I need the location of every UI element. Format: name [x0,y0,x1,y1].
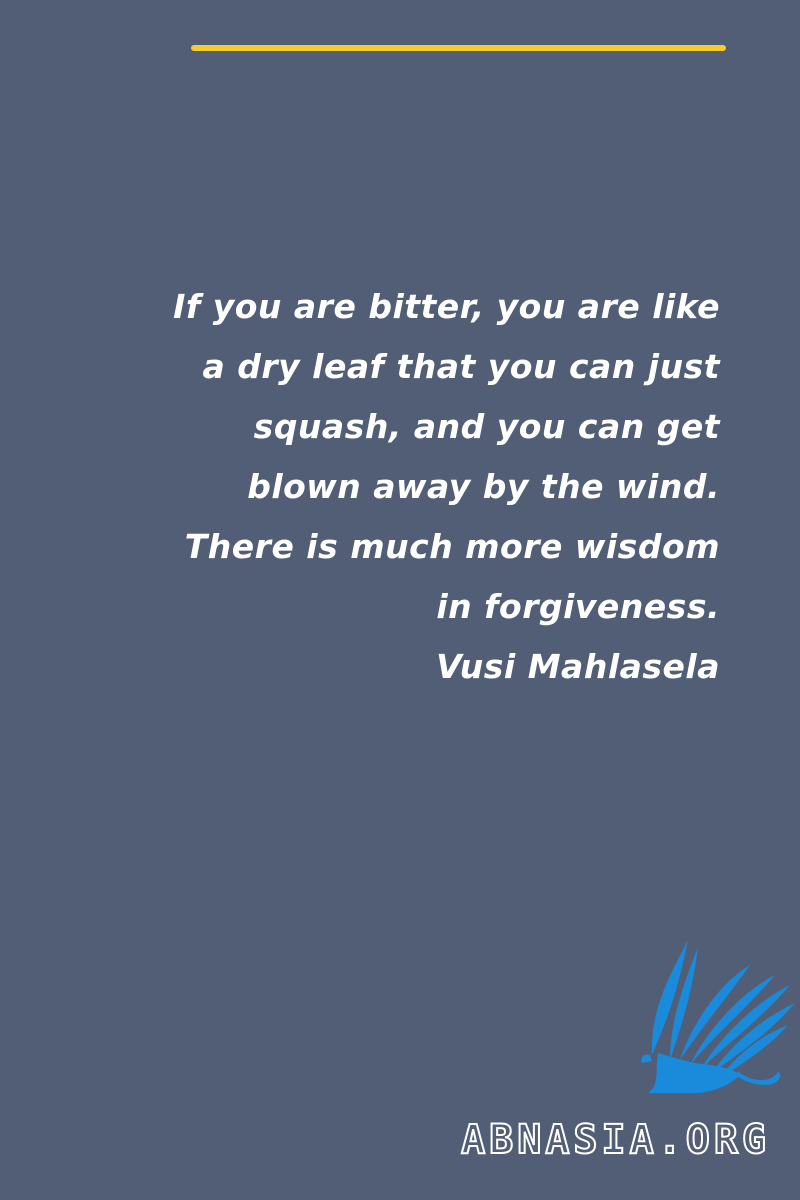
quote-block [60,277,720,697]
quote-line: blown away by the wind. [247,467,720,506]
quote-line: a dry leaf that you can just [202,347,720,386]
quote-line: squash, and you can get [253,407,720,446]
quote-line: in forgiveness. [436,587,720,626]
site-name: ABNASIA.ORG [461,1117,770,1163]
griffin-logo-icon [640,935,800,1100]
accent-bar [191,45,726,51]
quote-author: Vusi Mahlasela [436,647,720,686]
quote-line: There is much more wisdom [184,527,720,566]
quote-line: If you are bitter, you are like [173,287,720,326]
